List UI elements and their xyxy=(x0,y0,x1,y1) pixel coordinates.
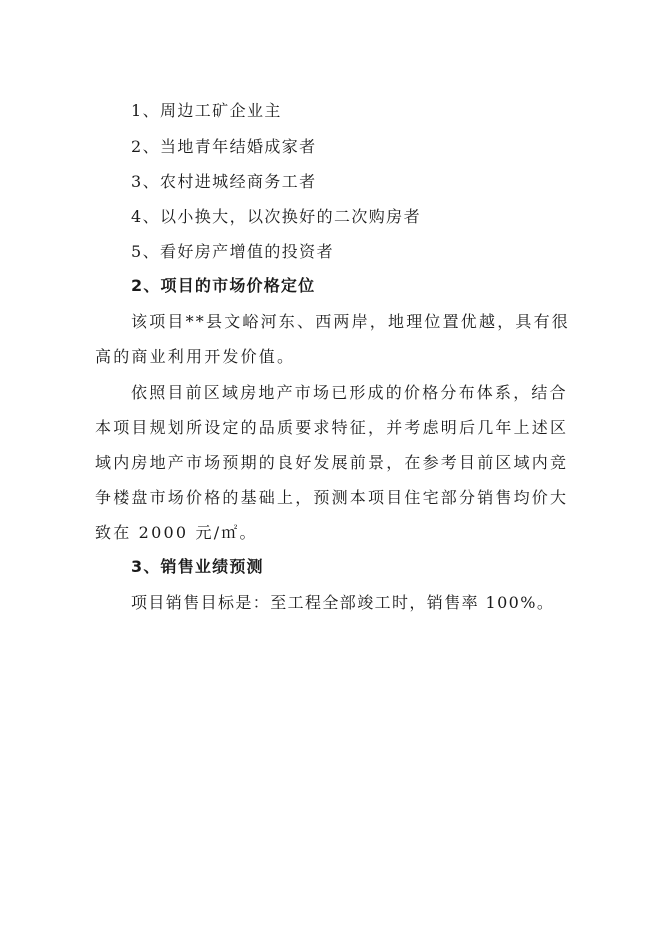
paragraph-line: 争楼盘市场价格的基础上，预测本项目住宅部分销售均价大 xyxy=(95,488,569,507)
paragraph-line: 致在 2000 元/㎡。 xyxy=(95,523,258,542)
section-heading: 2、项目的市场价格定位 xyxy=(131,276,316,295)
list-item: 2、当地青年结婚成家者 xyxy=(131,137,317,156)
list-item: 3、农村进城经商务工者 xyxy=(131,172,317,191)
paragraph-line: 项目销售目标是：至工程全部竣工时，销售率 100%。 xyxy=(131,593,555,612)
paragraph-line: 本项目规划所设定的品质要求特征，并考虑明后几年上述区 xyxy=(95,418,569,437)
paragraph-line: 该项目**县文峪河东、西两岸，地理位置优越，具有很 xyxy=(131,312,571,331)
list-item: 1、周边工矿企业主 xyxy=(131,101,282,120)
paragraph-line: 依照目前区域房地产市场已形成的价格分布体系，结合 xyxy=(131,383,568,402)
paragraph-line: 高的商业利用开发价值。 xyxy=(95,347,296,366)
list-item: 5、看好房产增值的投资者 xyxy=(131,242,334,261)
section-heading: 3、销售业绩预测 xyxy=(131,557,264,576)
paragraph-line: 域内房地产市场预期的良好发展前景，在参考目前区域内竞 xyxy=(95,453,569,472)
list-item: 4、以小换大，以次换好的二次购房者 xyxy=(131,207,421,226)
